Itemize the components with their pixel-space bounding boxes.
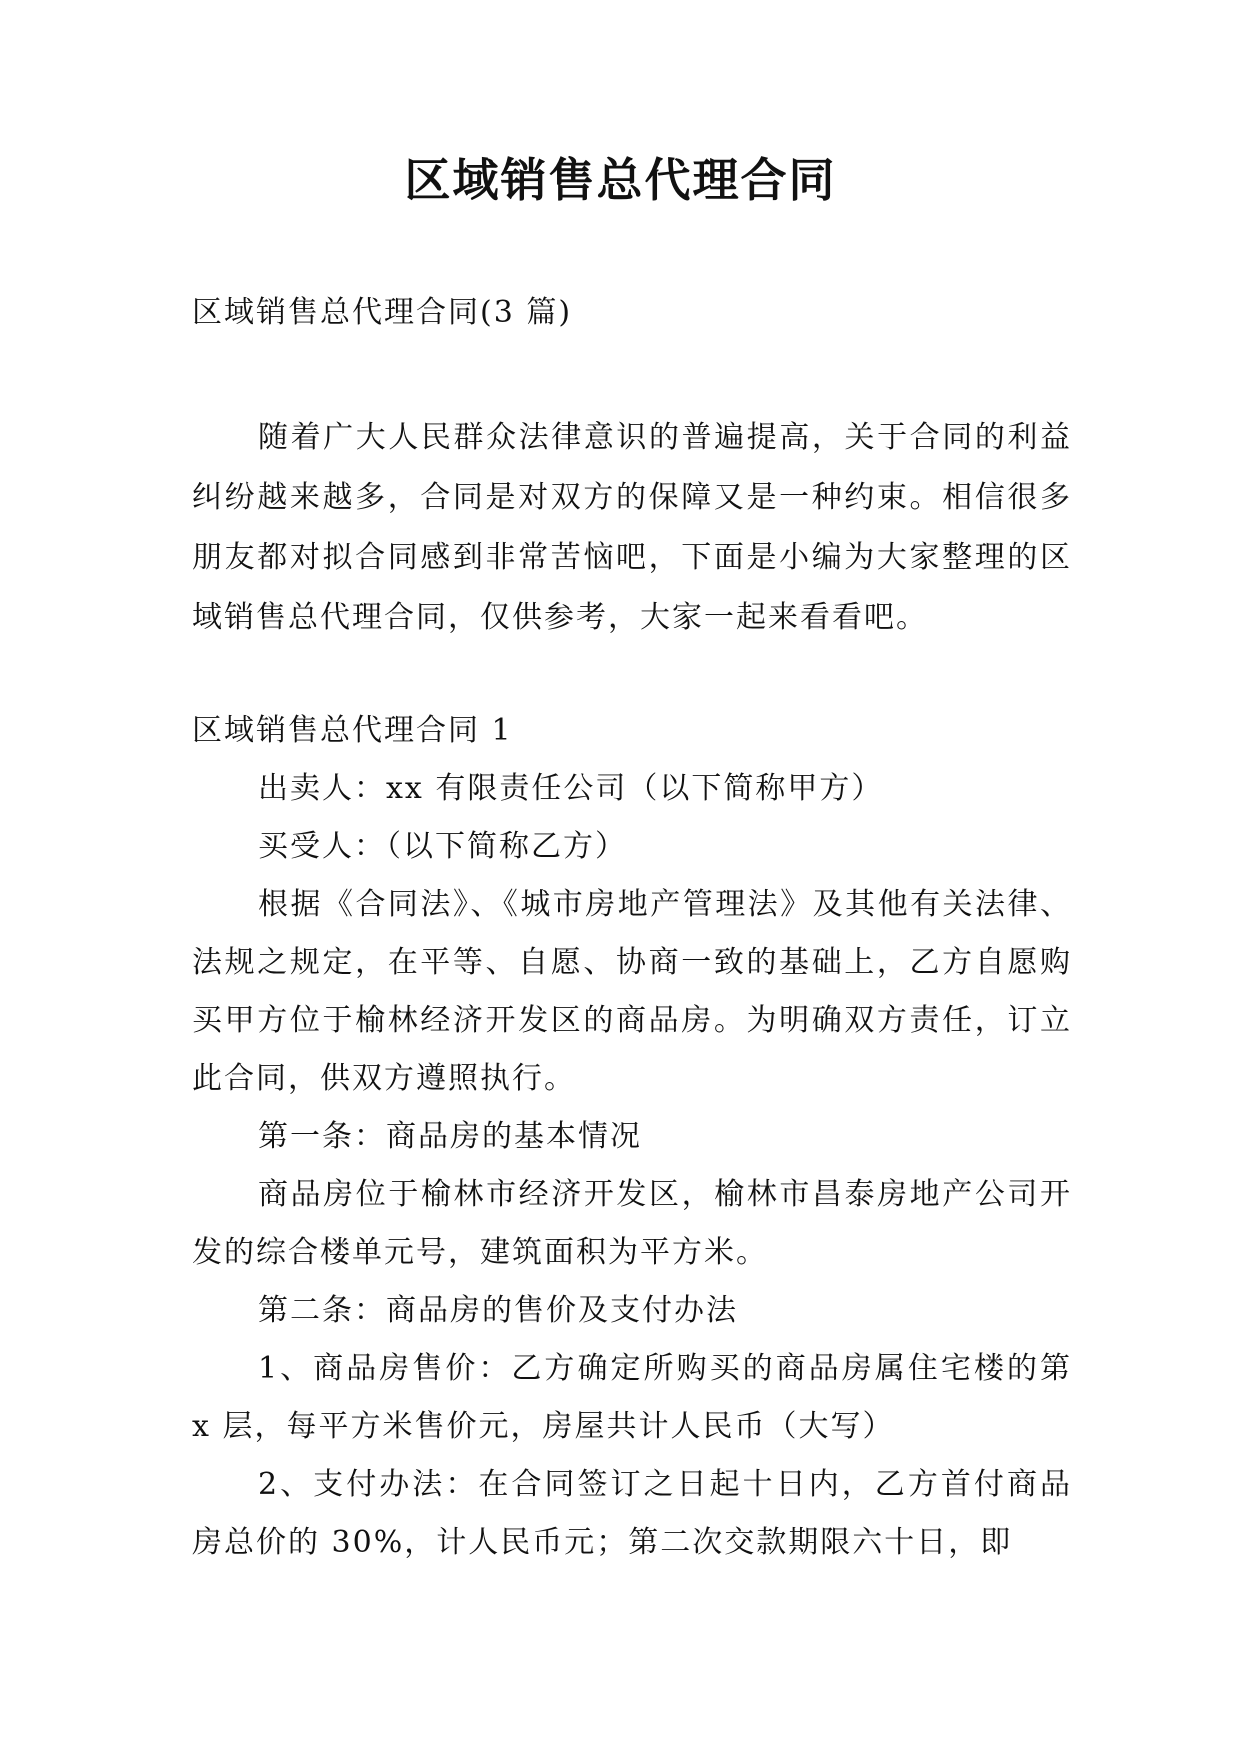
article-2-item-1: 1、商品房售价：乙方确定所购买的商品房属住宅楼的第 x 层，每平方米售价元，房屋共计人民币（大写） — [192, 1351, 1072, 1444]
document-subtitle: 区域销售总代理合同(3 篇) — [192, 295, 573, 330]
buyer-line: 买受人：（以下简称乙方） — [258, 829, 627, 864]
article-2-item-2: 2、支付办法：在合同签订之日起十日内，乙方首付商品房总价的 30%，计人民币元；第二次交款期限六十日，即 — [192, 1467, 1072, 1560]
contract-1-section — [192, 702, 1072, 1572]
article-1-title: 第一条：商品房的基本情况 — [258, 1119, 642, 1154]
intro-paragraph: 随着广大人民群众法律意识的普遍提高，关于合同的利益纠纷越来越多，合同是对双方的保障又是一种约束。相信很多朋友都对拟合同感到非常苦恼吧，下面是小编为大家整理的区域销售总代理合同，仅供参考，大家一起来看看吧。 — [192, 420, 1072, 635]
document-title: 区域销售总代理合同 — [404, 153, 837, 207]
contract-1-heading: 区域销售总代理合同 1 — [192, 713, 513, 748]
basis-paragraph: 根据《合同法》、《城市房地产管理法》及其他有关法律、法规之规定，在平等、自愿、协商一致的基础上，乙方自愿购买甲方位于榆林经济开发区的商品房。为明确双方责任，订立此合同，供双方遵照执行。 — [192, 887, 1072, 1096]
seller-line: 出卖人：xx 有限责任公司（以下简称甲方） — [258, 771, 884, 806]
article-2-title: 第二条：商品房的售价及支付办法 — [258, 1293, 738, 1328]
article-1-body: 商品房位于榆林市经济开发区，榆林市昌泰房地产公司开发的综合楼单元号，建筑面积为平方米。 — [192, 1177, 1072, 1270]
